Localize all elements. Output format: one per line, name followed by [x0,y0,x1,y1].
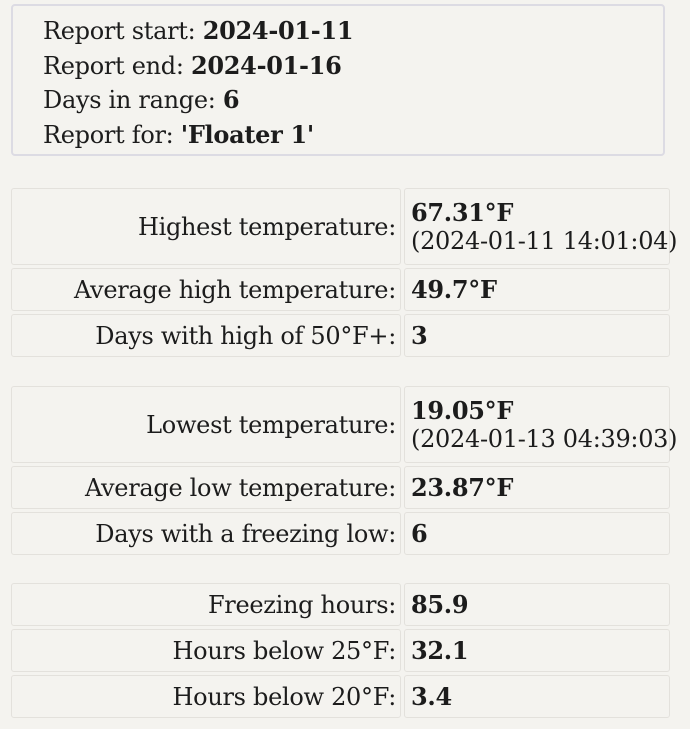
days-freezing-low-cell [404,512,670,555]
days-freezing-low-label: Days with a freezing low: [11,512,401,555]
average-high-temperature-label: Average high temperature: [11,268,401,311]
report-start-value: 2024-01-11 [202,16,354,45]
table-row [11,466,670,509]
average-low-temperature-cell [404,466,670,509]
freezing-hours-table [11,583,670,721]
lowest-temperature-label: Lowest temperature: [11,386,401,463]
report-end-value: 2024-01-16 [190,50,342,80]
hours-below-20-cell [404,675,670,718]
average-low-temperature-value: 23.87°F [411,473,514,502]
freezing-hours-label: Freezing hours: [11,583,401,626]
hours-below-25-value: 32.1 [411,636,469,665]
table-row [11,386,678,463]
days-in-range-value: 6 [222,85,240,114]
freezing-hours-value: 85.9 [411,590,469,619]
average-low-temperature-label: Average low temperature: [11,466,401,509]
highest-temperature-timestamp: (2024-01-11 14:01:04) [411,227,678,255]
days-in-range-label: Days in range: [43,86,223,114]
table-row [11,314,670,357]
lowest-temperature-cell [404,386,678,463]
lowest-temperature-timestamp: (2024-01-13 04:39:03) [411,425,678,453]
lowest-temperature-value: 19.05°F [411,396,514,425]
days-high-50-value: 3 [411,321,428,350]
table-row [11,675,670,718]
hours-below-25-cell [404,629,670,672]
highest-temperature-label: Highest temperature: [11,188,401,265]
hours-below-25-label: Hours below 25°F: [11,629,401,672]
report-start-label: Report start: [43,17,203,45]
table-row [11,512,670,555]
freezing-hours-cell [404,583,670,626]
average-high-temperature-value: 49.7°F [411,275,497,304]
average-high-temperature-cell [404,268,670,311]
hours-below-20-value: 3.4 [411,682,452,711]
report-end-line [43,49,663,84]
report-start-line [43,14,663,49]
days-in-range-line [43,83,663,118]
table-row [11,629,670,672]
highest-temperature-cell [404,188,678,265]
days-high-50-cell [404,314,670,357]
report-for-label: Report for: [43,120,181,149]
low-temperature-table [11,386,678,558]
report-for-line [43,118,663,153]
high-temperature-table [11,188,678,360]
report-end-label: Report end: [43,51,191,80]
report-summary-box [11,4,665,156]
report-for-value: 'Floater 1' [180,119,314,149]
days-freezing-low-value: 6 [411,519,428,548]
days-high-50-label: Days with high of 50°F+: [11,314,401,357]
table-row [11,268,670,311]
hours-below-20-label: Hours below 20°F: [11,675,401,718]
highest-temperature-value: 67.31°F [411,198,514,227]
table-row [11,583,670,626]
table-row [11,188,678,265]
